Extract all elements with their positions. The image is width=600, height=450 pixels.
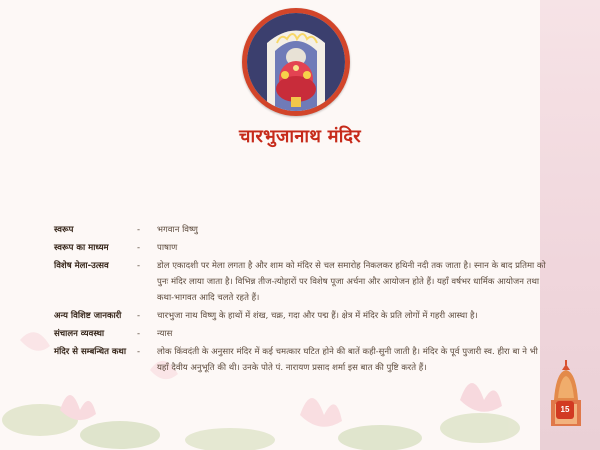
detail-label: मंदिर से सम्बन्धित कथा (54, 347, 127, 357)
detail-row-legend (54, 344, 549, 376)
page-number-badge: 15 (556, 401, 574, 419)
detail-value: डोल एकादशी पर मेला लगता है और शाम को मंदिर से चल समारोह निकलकर हथिनी नदी तक जाता है। स्नान के बाद प्रतिमा को पुनः मंदिर लाया जाता है। विभिन्न तीज-त्योहारों पर विशेष पूजा अर्चना और आयोजन होते हैं। यहाँ वर्षभर धार्मिक आयोजन तथा कथा-भागवत आदि चलते रहते हैं। (157, 261, 546, 303)
detail-separator: - (137, 243, 141, 253)
detail-label: स्वरूप का माध्यम (54, 243, 109, 253)
detail-value: चारभुजा नाथ विष्णु के हाथों में शंख, चक्र, गदा और पद्म हैं। क्षेत्र में मंदिर के प्रति लोगों में गहरी आस्था है। (157, 311, 478, 321)
detail-value: पाषाण (157, 243, 178, 253)
detail-separator: - (137, 347, 141, 357)
detail-value: लोक किंवदंती के अनुसार मंदिर में कई चमत्कार घटित होने की बातें कही-सुनी जाती है। मंदिर के पूर्व पुजारी स्व. हीरा बा ने भी यहाँ दैवीय अनुभूति की थी। उनके पोते पं. नारायण प्रसाद शर्मा इस बात की पुष्टि करते हैं। (157, 347, 538, 373)
detail-separator: - (137, 225, 141, 235)
details-list (54, 222, 549, 378)
detail-row-medium (54, 240, 549, 256)
detail-separator: - (137, 261, 141, 271)
deity-medallion (242, 8, 350, 116)
detail-value: भगवान विष्णु (157, 225, 198, 235)
detail-row-festival (54, 258, 549, 306)
deity-image (247, 13, 345, 111)
detail-row-management (54, 326, 549, 342)
detail-label: अन्य विशिष्ट जानकारी (54, 311, 122, 321)
detail-row-other-info (54, 308, 549, 324)
detail-label: संचालन व्यवस्था (54, 329, 105, 339)
detail-label: स्वरूप (54, 225, 74, 235)
detail-label: विशेष मेला-उत्सव (54, 261, 109, 271)
detail-row-form (54, 222, 549, 238)
detail-separator: - (137, 329, 141, 339)
detail-separator: - (137, 311, 141, 321)
page-title: चारभुजानाथ मंदिर (239, 126, 361, 147)
temple-shikhara-icon (546, 360, 586, 430)
detail-value: न्यास (157, 329, 173, 339)
